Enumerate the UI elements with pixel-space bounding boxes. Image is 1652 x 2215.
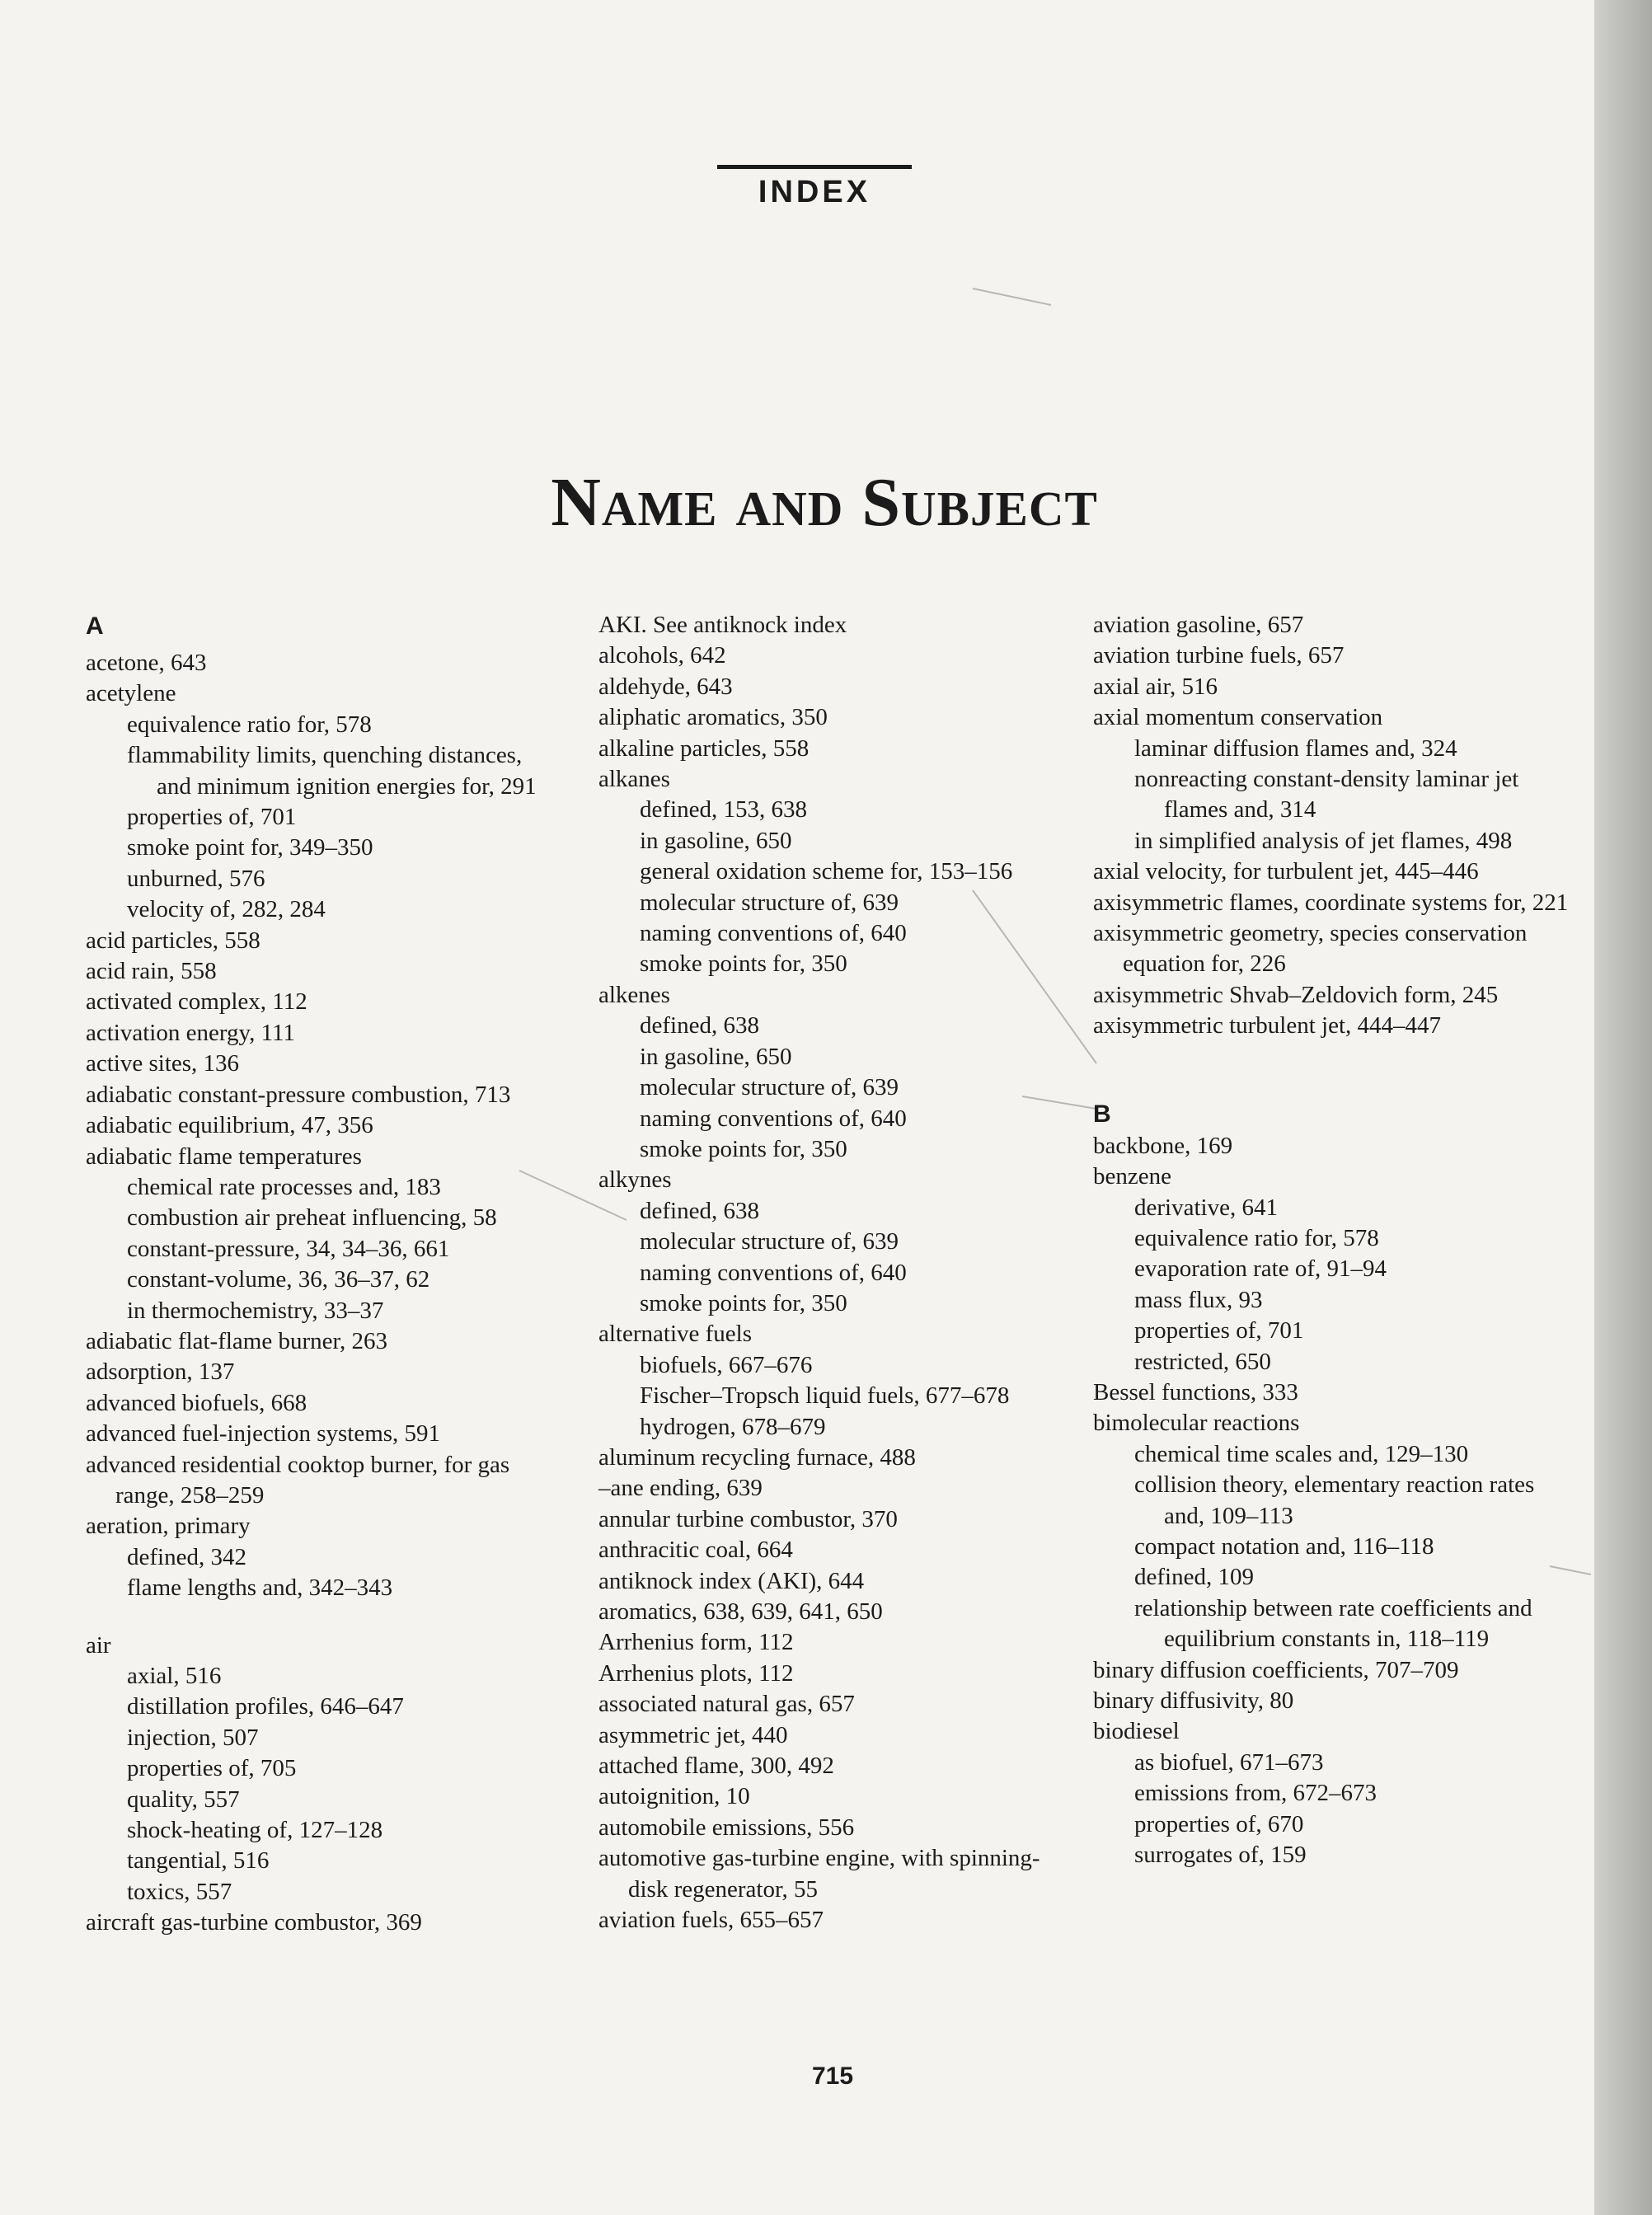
index-subentry: mass flux, 93 (1134, 1286, 1263, 1313)
index-entry: alkenes (598, 981, 670, 1008)
index-subentry: smoke points for, 350 (640, 1289, 847, 1316)
page-number: 715 (811, 2062, 854, 2090)
index-subentry: properties of, 705 (127, 1755, 297, 1782)
index-entry: advanced biofuels, 668 (86, 1389, 307, 1416)
index-subentry: tangential, 516 (127, 1847, 270, 1875)
index-subentry: shock-heating of, 127–128 (127, 1817, 383, 1844)
index-entry: aviation gasoline, 657 (1093, 612, 1304, 638)
index-entry: biodiesel (1093, 1718, 1180, 1745)
index-entry: benzene (1093, 1163, 1171, 1190)
index-subentry: naming conventions of, 640 (640, 1105, 907, 1132)
index-subentry: unburned, 576 (127, 865, 265, 892)
index-subentry: naming conventions of, 640 (640, 1259, 907, 1286)
index-subentry: distillation profiles, 646–647 (127, 1693, 404, 1720)
index-entry: acid rain, 558 (86, 958, 217, 985)
index-entry: aldehyde, 643 (598, 673, 733, 700)
index-entry: associated natural gas, 657 (598, 1691, 855, 1718)
index-entry: axisymmetric turbulent jet, 444–447 (1093, 1012, 1442, 1039)
index-entry: autoignition, 10 (598, 1783, 750, 1810)
index-subentry: injection, 507 (127, 1724, 259, 1751)
index-entry: binary diffusivity, 80 (1093, 1687, 1294, 1714)
index-entry: adiabatic constant-pressure combustion, 713 (86, 1081, 511, 1108)
index-entry: advanced fuel-injection systems, 591 (86, 1420, 441, 1448)
index-entry: aluminum recycling furnace, 488 (598, 1443, 916, 1471)
index-entry: activated complex, 112 (86, 988, 307, 1016)
index-subentry: smoke points for, 350 (640, 950, 847, 978)
index-subentry: constant-pressure, 34, 34–36, 661 (127, 1235, 450, 1262)
index-column-left (86, 610, 547, 1939)
index-subentry: defined, 638 (640, 1012, 759, 1039)
index-entry: axisymmetric Shvab–Zeldovich form, 245 (1093, 981, 1499, 1008)
index-entry: backbone, 169 (1093, 1132, 1233, 1159)
index-header: INDEX (758, 175, 871, 209)
index-entry: axial momentum conservation (1093, 704, 1383, 731)
index-entry: adiabatic equilibrium, 47, 356 (86, 1112, 373, 1139)
index-subentry: surrogates of, 159 (1134, 1842, 1307, 1869)
index-subentry: velocity of, 282, 284 (127, 896, 326, 923)
index-subentry: as biofuel, 671–673 (1134, 1748, 1324, 1776)
index-subentry: toxics, 557 (127, 1878, 232, 1905)
index-entry: aromatics, 638, 639, 641, 650 (598, 1598, 883, 1625)
index-entry: axisymmetric flames, coordinate systems for, 221 (1093, 889, 1569, 916)
index-subentry: in thermochemistry, 33–37 (127, 1297, 384, 1324)
index-entry: aviation turbine fuels, 657 (1093, 642, 1345, 669)
index-subentry: derivative, 641 (1134, 1194, 1278, 1221)
index-subentry: molecular structure of, 639 (640, 1228, 899, 1255)
index-subentry: relationship between rate coefficients and equilibrium constants in, 118–119 (1134, 1594, 1532, 1653)
index-entry: alternative fuels (598, 1321, 752, 1348)
index-subentry: axial, 516 (127, 1663, 222, 1689)
index-entry: aliphatic aromatics, 350 (598, 704, 828, 731)
index-entry: axial velocity, for turbulent jet, 445–446 (1093, 858, 1479, 885)
index-subentry: equivalence ratio for, 578 (127, 711, 372, 738)
page-title: Name and Subject (551, 464, 1098, 541)
index-subentry: defined, 153, 638 (640, 796, 807, 824)
index-subentry: evaporation rate of, 91–94 (1134, 1255, 1387, 1283)
index-subentry: in gasoline, 650 (640, 827, 792, 854)
index-subentry: equivalence ratio for, 578 (1134, 1224, 1379, 1251)
spacer (86, 1604, 547, 1631)
index-entry: alkanes (598, 766, 670, 793)
index-subentry: chemical rate processes and, 183 (127, 1173, 441, 1200)
section-letter: A (86, 612, 104, 640)
index-entry: axisymmetric geometry, species conservation equation for, 226 (1093, 920, 1528, 978)
index-subentry: properties of, 670 (1134, 1810, 1304, 1837)
index-entry: automobile emissions, 556 (598, 1814, 855, 1841)
index-entry: Arrhenius form, 112 (598, 1629, 794, 1656)
index-subentry: quality, 557 (127, 1786, 240, 1813)
index-subentry: hydrogen, 678–679 (640, 1413, 826, 1440)
index-entry: advanced residential cooktop burner, for gas range, 258–259 (86, 1451, 510, 1509)
index-entry: adiabatic flat-flame burner, 263 (86, 1327, 387, 1354)
index-subentry: defined, 109 (1134, 1564, 1254, 1591)
index-entry: aviation fuels, 655–657 (598, 1907, 824, 1934)
index-entry: annular turbine combustor, 370 (598, 1505, 898, 1532)
index-entry: bimolecular reactions (1093, 1410, 1300, 1437)
index-subentry: collision theory, elementary reaction rates and, 109–113 (1134, 1471, 1535, 1529)
index-subentry: biofuels, 667–676 (640, 1351, 813, 1378)
index-entry: Arrhenius plots, 112 (598, 1659, 794, 1687)
index-entry: acid particles, 558 (86, 927, 260, 954)
index-entry: Bessel functions, 333 (1093, 1378, 1298, 1405)
index-entry: automotive gas-turbine engine, with spinning-disk regenerator, 55 (598, 1845, 1040, 1903)
index-subentry: emissions from, 672–673 (1134, 1780, 1377, 1807)
index-subentry: general oxidation scheme for, 153–156 (640, 858, 1013, 885)
index-subentry: naming conventions of, 640 (640, 920, 907, 947)
spacer (1093, 1042, 1571, 1098)
index-subentry: defined, 638 (640, 1197, 759, 1224)
index-subentry: Fischer–Tropsch liquid fuels, 677–678 (640, 1382, 1010, 1410)
index-entry: active sites, 136 (86, 1050, 240, 1077)
index-entry: asymmetric jet, 440 (598, 1721, 788, 1748)
index-entry: AKI. See antiknock index (598, 612, 847, 638)
index-entry: acetylene (86, 680, 176, 707)
index-entry: adiabatic flame temperatures (86, 1143, 362, 1170)
index-subentry: properties of, 701 (127, 804, 297, 831)
index-entry: aircraft gas-turbine combustor, 369 (86, 1909, 422, 1936)
section-letter: B (1093, 1100, 1111, 1128)
index-subentry: molecular structure of, 639 (640, 889, 899, 916)
index-subentry: smoke points for, 350 (640, 1135, 847, 1162)
index-column-middle (598, 610, 1068, 1936)
index-entry: –ane ending, 639 (598, 1475, 763, 1502)
index-subentry: molecular structure of, 639 (640, 1074, 899, 1101)
index-entry: aeration, primary (86, 1513, 251, 1540)
index-entry: attached flame, 300, 492 (598, 1753, 834, 1780)
index-entry: air (86, 1631, 111, 1659)
index-subentry: flammability limits, quenching distances, and minimum ignition energies for, 291 (127, 742, 537, 800)
index-subentry: constant-volume, 36, 36–37, 62 (127, 1266, 430, 1293)
index-entry: alkynes (598, 1166, 672, 1194)
index-subentry: compact notation and, 116–118 (1134, 1532, 1434, 1560)
index-entry: adsorption, 137 (86, 1359, 235, 1386)
index-entry: anthracitic coal, 664 (598, 1537, 793, 1564)
index-column-right (1093, 610, 1571, 1870)
index-subentry: flame lengths and, 342–343 (127, 1574, 393, 1602)
index-subentry: combustion air preheat influencing, 58 (127, 1204, 497, 1232)
index-subentry: in simplified analysis of jet flames, 498 (1134, 827, 1513, 854)
index-subentry: properties of, 701 (1134, 1317, 1304, 1344)
index-subentry: chemical time scales and, 129–130 (1134, 1440, 1469, 1467)
index-subentry: defined, 342 (127, 1543, 246, 1570)
index-subentry: laminar diffusion flames and, 324 (1134, 734, 1457, 762)
index-entry: alcohols, 642 (598, 642, 726, 669)
index-entry: axial air, 516 (1093, 673, 1218, 700)
header-rule (717, 165, 912, 169)
index-subentry: restricted, 650 (1134, 1348, 1271, 1375)
index-subentry: in gasoline, 650 (640, 1043, 792, 1070)
index-subentry: nonreacting constant-density laminar jet flames and, 314 (1134, 766, 1519, 824)
index-subentry: smoke point for, 349–350 (127, 834, 373, 861)
index-entry: acetone, 643 (86, 650, 207, 676)
index-entry: activation energy, 111 (86, 1019, 295, 1046)
index-entry: antiknock index (AKI), 644 (598, 1567, 865, 1594)
index-entry: alkaline particles, 558 (598, 734, 810, 762)
index-entry: binary diffusion coefficients, 707–709 (1093, 1656, 1459, 1683)
